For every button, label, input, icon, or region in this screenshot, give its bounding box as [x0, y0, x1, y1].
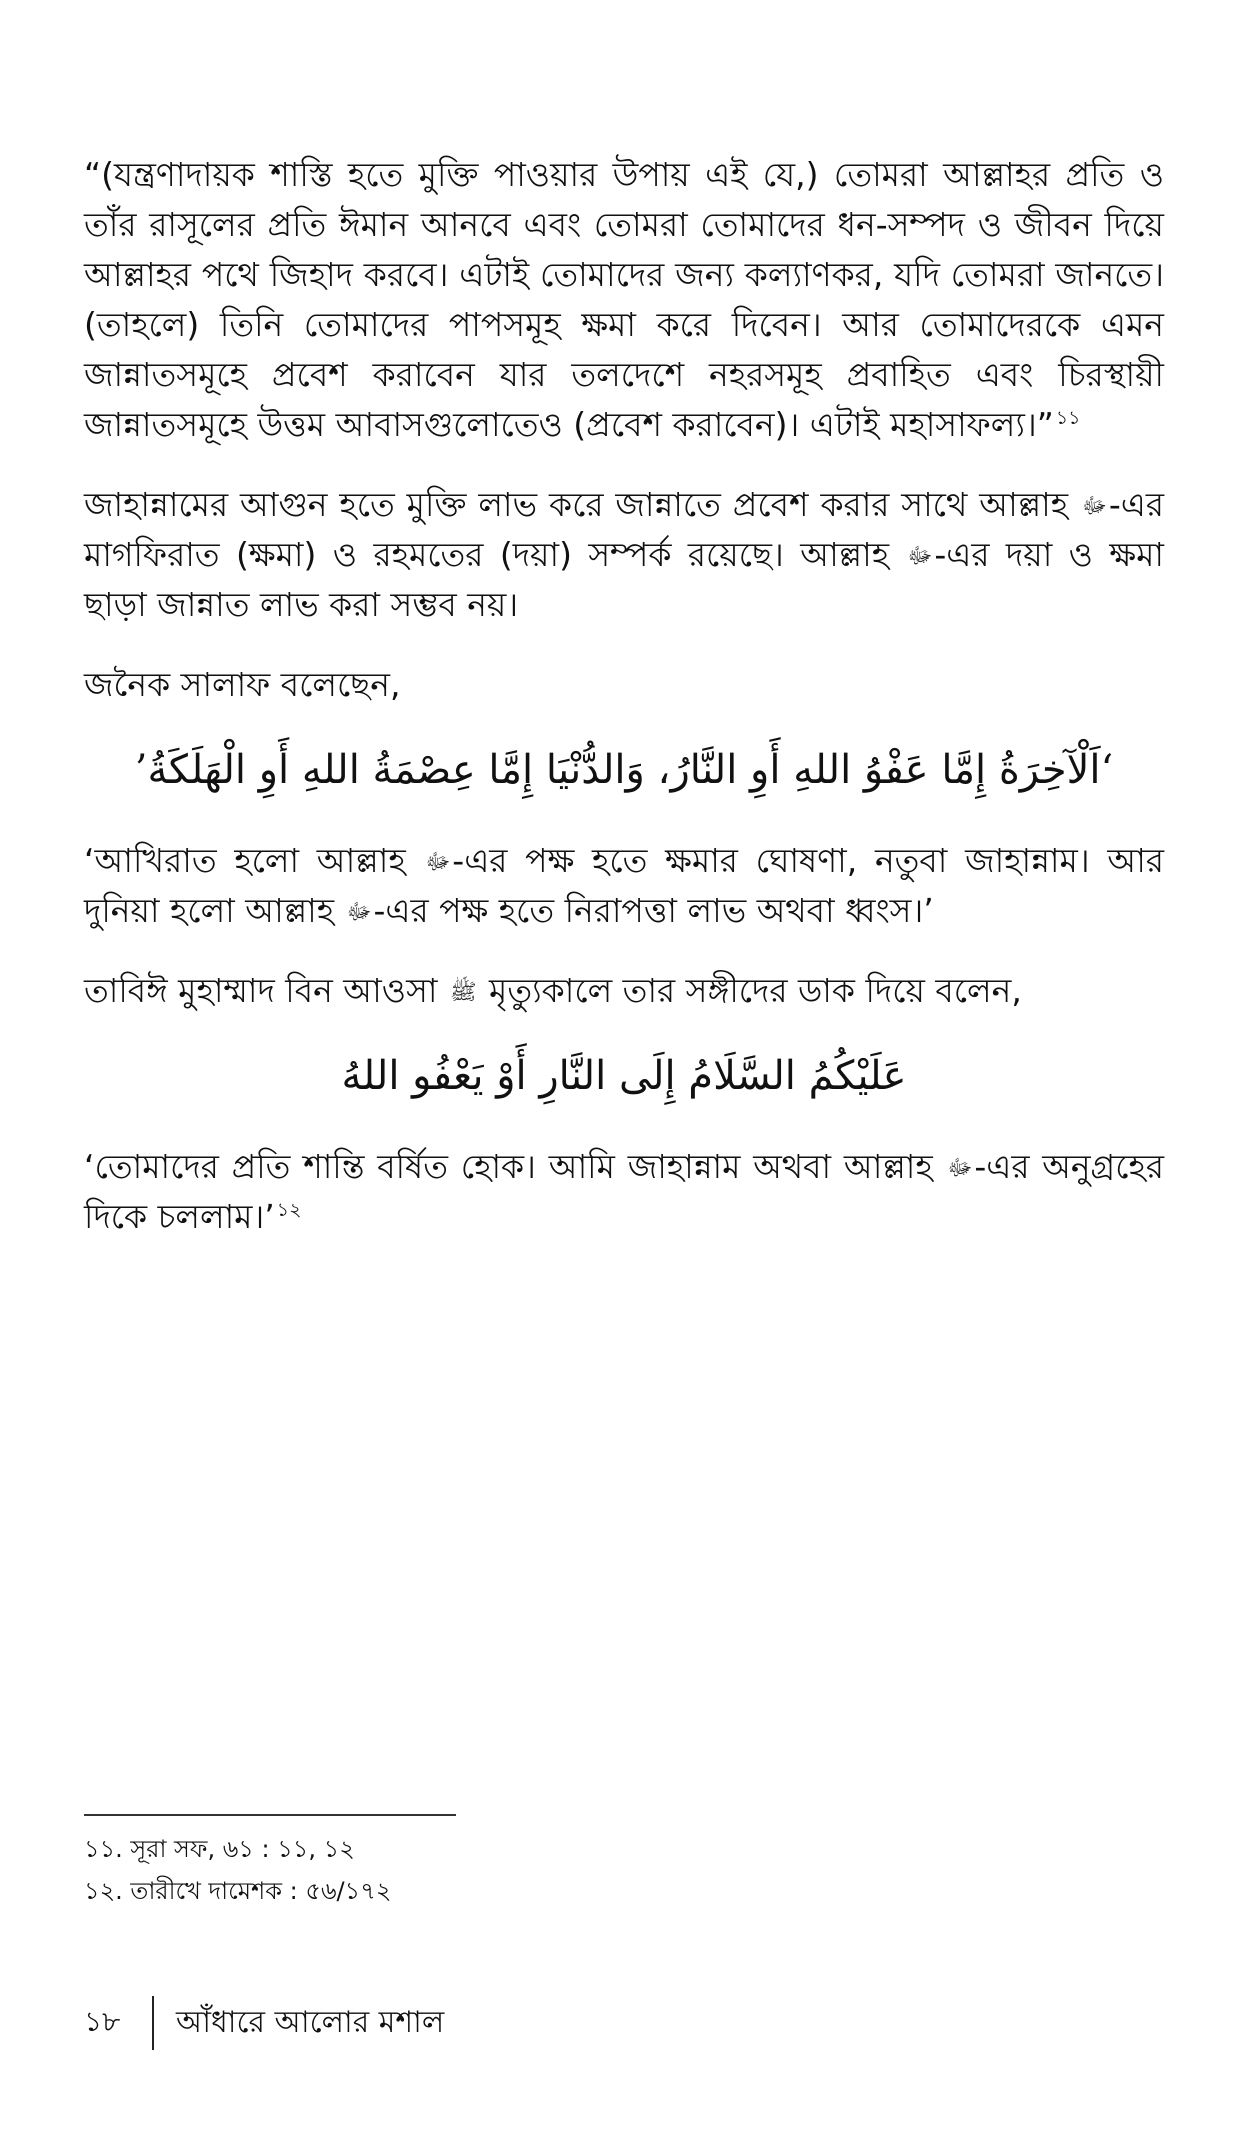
explanation-paragraph — [84, 480, 1164, 630]
footnotes — [84, 1828, 984, 1912]
arabic-quote-2: عَلَيْكُمُ السَّلَامُ إِلَى النَّارِ أَوْ يَعْفُو اللهُ — [341, 1053, 907, 1099]
footnote-ref-11: ১১ — [1055, 407, 1081, 429]
tabii-text-b: মৃত্যুকালে তার সঙ্গীদের ডাক দিয়ে বলেন, — [489, 971, 1022, 1010]
footer-divider — [152, 1996, 154, 2050]
salaf-intro-paragraph — [84, 660, 1164, 710]
footnote-divider — [84, 1814, 456, 1816]
footnote-12: ১২. তারীখে দামেশক : ৫৬/১৭২ — [84, 1877, 392, 1905]
salaf-intro-text: জনৈক সালাফ বলেছেন, — [84, 665, 401, 704]
allah-honorific-icon: ﷻ — [907, 543, 933, 569]
translation-paragraph-1 — [84, 836, 1164, 936]
explanation-text-a: জাহান্নামের আগুন হতে মুক্তি লাভ করে জান্নাতে প্রবেশ করার সাথে আল্লাহ — [84, 485, 1069, 524]
page-footer — [84, 1996, 444, 2050]
explanation-text-c: -এর দয়া ও ক্ষমা ছাড়া জান্নাত লাভ করা সম্ভব নয়। — [84, 535, 1164, 624]
translation-1-text-c: -এর পক্ষ হতে নিরাপত্তা লাভ অথবা ধ্বংস।’ — [373, 891, 934, 930]
explanation-text-b: -এর মাগফিরাত (ক্ষমা) ও রহমতের (দয়া) সম্পর্ক রয়েছে। আল্লাহ — [84, 485, 1164, 574]
allah-honorific-icon: ﷻ — [425, 849, 451, 875]
rahimahullah-honorific-icon: ﷺ — [449, 979, 477, 1005]
book-title: আঁধারে আলোর মশাল — [176, 2004, 445, 2040]
translation-paragraph-2 — [84, 1142, 1164, 1242]
translation-2-text-b: -এর অনুগ্রহের দিকে চললাম।’ — [84, 1147, 1164, 1236]
allah-honorific-icon: ﷻ — [346, 899, 372, 925]
allah-honorific-icon: ﷻ — [947, 1155, 973, 1181]
tabii-text-a: তাবিঈ মুহাম্মাদ বিন আওসা — [84, 971, 438, 1010]
footnote-ref-12: ১২ — [276, 1199, 302, 1221]
arabic-quote-1: ‘اَلْآخِرَةُ إِمَّا عَفْوُ اللهِ أَوِ النَّارُ، وَالدُّنْيَا إِمَّا عِصْمَةُ اللهِ أَوِ الْهَلَكَةُ’ — [134, 747, 1114, 793]
translation-1-text-b: -এর পক্ষ হতে ক্ষমার ঘোষণা, নতুবা জাহান্নাম। আর দুনিয়া হলো আল্লাহ — [84, 841, 1164, 930]
page-number: ১৮ — [84, 2004, 121, 2038]
quran-quote-text: “(যন্ত্রণাদায়ক শাস্তি হতে মুক্তি পাওয়ার উপায় এই যে,) তোমরা আল্লাহর প্রতি ও তাঁর রাসূলের প্রতি ঈমান আনবে এবং তোমরা তোমাদের ধন-সম্পদ ও জীবন দিয়ে আল্লাহর পথে জিহাদ করবে। এটাই তোমাদের জন্য কল্যাণকর, যদি তোমরা জানতে। (তাহলে) তিনি তোমাদের পাপসমূহ ক্ষমা করে দিবেন। আর তোমাদেরকে এমন জান্নাতসমূহে প্রবেশ করাবেন যার তলদেশে নহরসমূহ প্রবাহিত এবং চিরস্থায়ী জান্নাতসমূহে উত্তম আবাসগুলোতেও (প্রবেশ করাবেন)। এটাই মহাসাফল্য।” — [84, 155, 1164, 444]
translation-1-text-a: ‘আখিরাত হলো আল্লাহ — [84, 841, 406, 880]
page-body — [84, 150, 1164, 1272]
translation-2-text-a: ‘তোমাদের প্রতি শান্তি বর্ষিত হোক। আমি জাহান্নাম অথবা আল্লাহ — [84, 1147, 933, 1186]
allah-honorific-icon: ﷻ — [1081, 493, 1107, 519]
quran-quote-paragraph — [84, 150, 1164, 450]
footnote-11: ১১. সূরা সফ, ৬১ : ১১, ১২ — [84, 1835, 355, 1863]
tabii-paragraph — [84, 966, 1164, 1016]
